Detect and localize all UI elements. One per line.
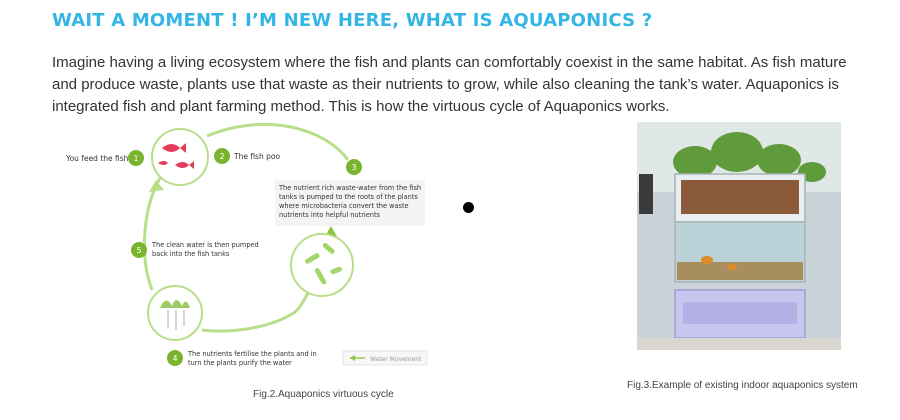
plants-circle bbox=[148, 286, 202, 340]
step-3-label-line-2: tanks is pumped to the roots of the plants bbox=[279, 193, 418, 201]
diagram-legend bbox=[343, 351, 427, 365]
step-5-label-line-2: back into the fish tanks bbox=[152, 250, 230, 258]
aquaponics-cycle-diagram bbox=[50, 118, 450, 383]
step-badge-5 bbox=[131, 242, 147, 258]
step-badge-2 bbox=[214, 148, 230, 164]
step-badge-1 bbox=[128, 150, 144, 166]
step-1-label: You feed the fish bbox=[66, 154, 129, 163]
svg-text:4: 4 bbox=[172, 354, 178, 363]
step-3-label-line-3: where microbacteria convert the waste bbox=[279, 202, 409, 210]
bullet-dot bbox=[463, 202, 474, 213]
step-2-label: The fish poo bbox=[234, 152, 281, 161]
fig3-caption: Fig.3.Example of existing indoor aquaponics system bbox=[627, 380, 858, 391]
svg-text:1: 1 bbox=[133, 154, 139, 163]
step-4-label-line-2: turn the plants purify the water bbox=[188, 359, 292, 367]
step-badge-4 bbox=[167, 350, 183, 366]
step-4-label-line-1: The nutrients fertilise the plants and in bbox=[188, 350, 317, 358]
svg-text:5: 5 bbox=[136, 246, 142, 255]
bacteria-circle bbox=[291, 234, 353, 296]
step-3-label-line-1: The nutrient rich waste-water from the fish bbox=[279, 184, 422, 192]
page-heading: WAIT A MOMENT ! I’M NEW HERE, WHAT IS AQUAPONICS ? bbox=[52, 10, 653, 31]
step-3-label-line-4: nutrients into helpful nutrients bbox=[279, 211, 380, 219]
fish-circle bbox=[152, 129, 208, 185]
intro-paragraph: Imagine having a living ecosystem where the fish and plants can comfortably coexist in the same habitat. As fish mature and produce waste, plants use that waste as their nutrients to grow, while also cleaning the tank’s water. Aquaponics is integrated fish and plant farming method. This is how the virtuous cycle of Aquaponics works. bbox=[52, 54, 847, 115]
fig2-caption: Fig.2.Aquaponics virtuous cycle bbox=[253, 389, 394, 400]
step-badge-3 bbox=[346, 159, 362, 175]
aquaponics-system-photo bbox=[637, 122, 841, 350]
svg-text:Water Movement: Water Movement bbox=[370, 356, 422, 363]
svg-text:3: 3 bbox=[351, 163, 357, 172]
step-5-label-line-1: The clean water is then pumped bbox=[152, 241, 259, 249]
svg-text:2: 2 bbox=[219, 152, 225, 161]
